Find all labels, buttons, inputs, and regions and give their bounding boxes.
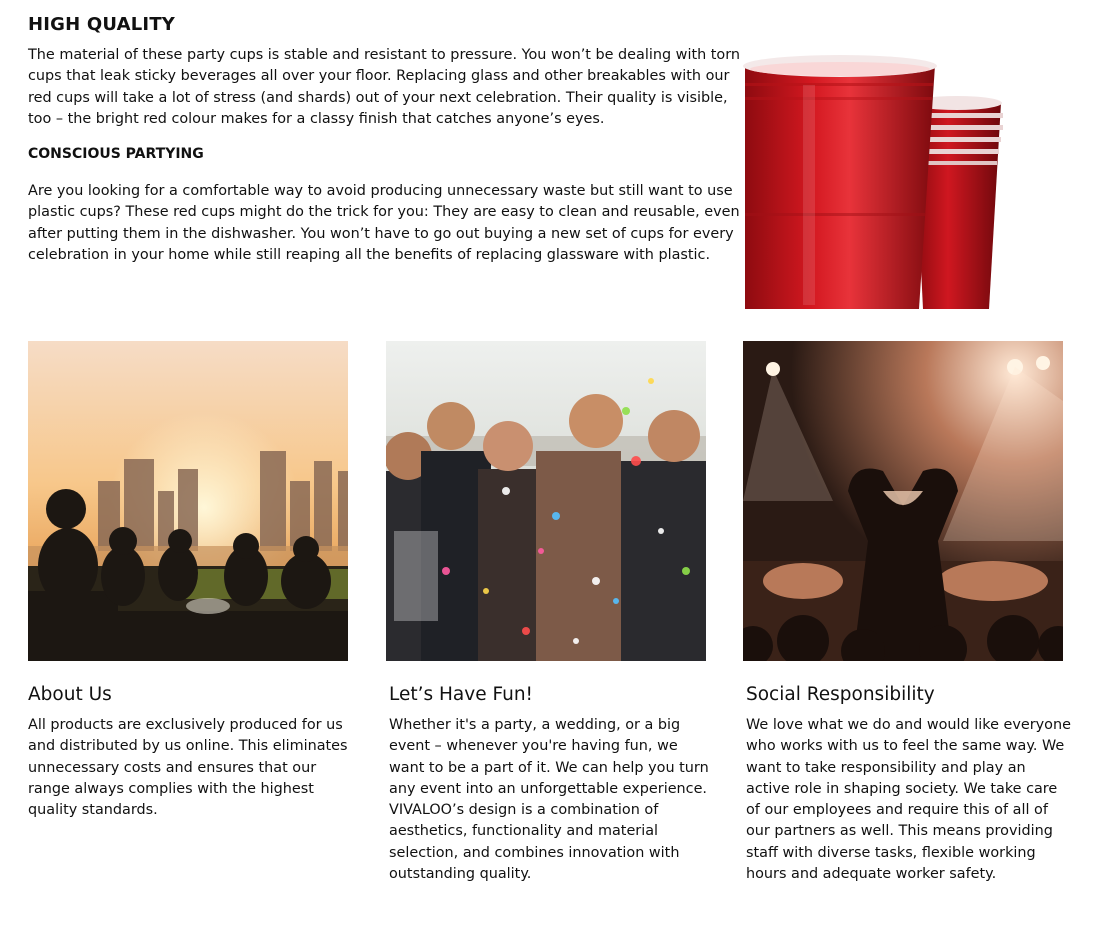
social-responsibility-text: We love what we do and would like everyone who works with us to feel the same way. We want to take responsibility and play an active role in shaping society. We take care of our employees and require this of all of our partners as well. This means providing staff with diverse tasks, flexible working hours and adequate worker safety. bbox=[746, 717, 1071, 883]
quality-description: The material of these party cups is stable and resistant to pressure. You won’t be dealing with torn cups that leak sticky beverages all over your floor. Replacing glass and other breakables with our red cups will take a lot of stress (and shards) out of your next celebration. Their quality is visible, too – the bright red colour makes for a classy finish that catches anyone’s eyes. bbox=[28, 47, 741, 127]
quality-heading: HIGH QUALITY bbox=[28, 14, 176, 35]
sunset-picnic-photo bbox=[28, 341, 348, 661]
red-cups-image bbox=[743, 45, 1008, 309]
lets-have-fun-heading: Let’s Have Fun! bbox=[389, 684, 533, 705]
party-friends-photo bbox=[386, 341, 706, 661]
concert-crowd-photo bbox=[743, 341, 1063, 661]
about-us-text: All products are exclusively produced for us and distributed by us online. This eliminates unnecessary costs and ensures that our range always complies with the highest quality standards. bbox=[28, 717, 348, 819]
about-us-heading: About Us bbox=[28, 684, 112, 705]
conscious-description: Are you looking for a comfortable way to avoid producing unnecessary waste but still want to use plastic cups? These red cups might do the trick for you: They are easy to clean and reusable, even after putting them in the dishwasher. You won’t have to go out buying a new set of cups for every celebration in your home while still reaping all the benefits of replacing glassware with plastic. bbox=[28, 183, 740, 263]
social-responsibility-heading: Social Responsibility bbox=[746, 684, 935, 705]
conscious-heading: CONSCIOUS PARTYING bbox=[28, 146, 204, 162]
lets-have-fun-text: Whether it's a party, a wedding, or a big event – whenever you're having fun, we want to be a part of it. We can help you turn any event into an unforgettable experience. VIVALOO’s design is a combination of aesthetics, functionality and material selection, and combines innovation with outstanding quality. bbox=[389, 717, 709, 883]
